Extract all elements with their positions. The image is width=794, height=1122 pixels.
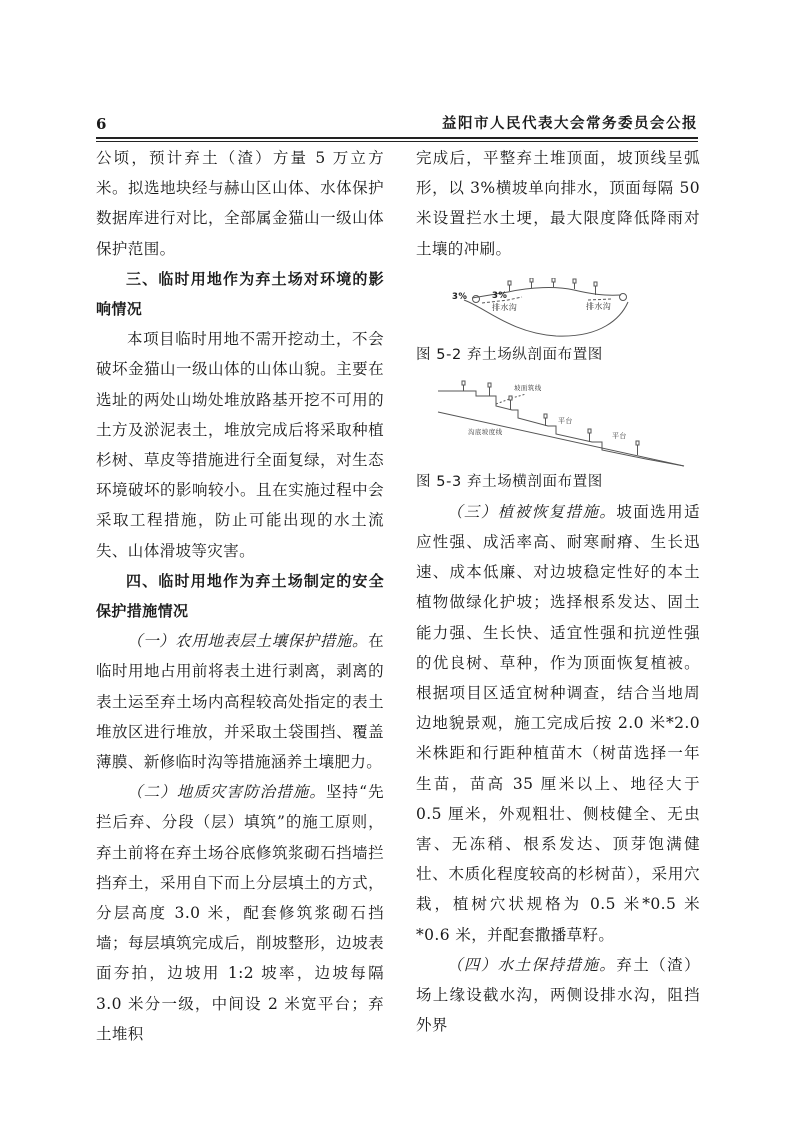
slope-line-label: 坡面筑线 [514,383,542,392]
drain-ditch-label-right: 排水沟 [586,301,612,311]
figure-cross-section [416,372,700,467]
section-heading-4: 四、临时用地作为弃土场制定的安全保护措施情况 [96,571,384,621]
right-column [416,143,700,1040]
journal-title: 益阳市人民代表大会常务委员会公报 [442,115,698,132]
paragraph-continuation-right: 完成后，平整弃土堆顶面，坡顶线呈弧形，以 3%横坡单向排水，顶面每隔 50 米设置拦水土埂，最大限度降低降雨对土壤的冲刷。 [416,149,700,258]
figure-caption-5-3: 图 5-3 弃土场横剖面布置图 [416,473,603,490]
figure-longitudinal-section [416,278,700,340]
platform-label-upper: 平台 [558,416,573,425]
cross-section-diagram [416,372,700,467]
ditch-bottom-slope-label: 沟底坡度线 [468,427,503,436]
longitudinal-section-diagram [416,278,700,340]
header-rule-thick [96,137,698,139]
measure-2-title: （二）地质灾害防治措施。 [127,783,326,802]
paragraph-environment-impact: 本项目临时用地不需开挖动土，不会破坏金猫山一级山体的山体山貌。主要在选址的两处山坳处堆放路基开挖不可用的土方及淤泥表土，堆放完成后将采取种植杉树、草皮等措施进行全面复绿，对生态环境破坏的影响较小。且在实施过程中会采取工程措施，防止可能出现的水土流失、山体滑坡等灾害。 [96,330,384,560]
measure-2-text: 坚持“先拦后弃、分段（层）填筑”的施工原则，弃土前将在弃土场谷底修筑浆砌石挡墙拦挡弃土，采用自下而上分层填土的方式，分层高度 3.0 米，配套修筑浆砌石挡墙；每层填筑完成后，削坡整形，边坡表面夯拍，边坡用 1:2 坡率，边坡每隔 3.0 米分一级，中间设 2 米宽平台；弃土堆积 [96,783,384,1043]
measure-4-text: 弃土（渣）场上缘设截水沟，两侧设排水沟，阻挡外界 [416,955,700,1035]
measure-1-title: （一）农用地表层土壤保护措施。 [127,632,369,651]
measure-1-text: 在临时用地占用前将表土进行剥离，剥离的表土运至弃土场内高程较高处指定的表土堆放区进行堆放，并采取土袋围挡、覆盖薄膜、新修临时沟等措施涵养土壤肥力。 [96,632,384,772]
section-heading-3: 三、临时用地作为弃土场对环境的影响情况 [96,269,384,319]
measure-4-title: （四）水土保持措施。 [447,955,617,974]
drain-ditch-label-left: 排水沟 [492,302,518,312]
page-header [96,113,698,135]
page-number: 6 [96,115,107,133]
slope-percent-label-center: 3% [492,290,508,301]
measure-2 [96,777,384,1049]
measure-3-text: 坡面选用适应性强、成活率高、耐寒耐瘠、生长迅速、成本低廉、对边坡稳定性好的本土植物做绿化护坡；选择根系发达、固土能力强、生长快、适宜性强和抗逆性强的优良树、草种，作为顶面恢复植被。根据项目区适宜树种调查，结合当地周边地貌景观，施工完成后按 2.0 米*2.0 米株距和行距种植苗木（树苗选择一年生苗，苗高 35 厘米以上、地径大于 0.5 厘米，外观粗壮、侧枝健全、无虫害、无冻稍、根系发达、顶芽饱满健壮、木质化程度较高的杉树苗），采用穴栽，植树穴状规格为 0.5 米*0.5 米*0.6 米，并配套撒播草籽。 [416,502,700,944]
left-column [96,143,384,1049]
platform-label-lower: 平台 [612,431,627,440]
slope-percent-label-left: 3% [452,291,468,302]
figure-caption-5-2: 图 5-2 弃土场纵剖面布置图 [416,346,603,363]
paragraph-continuation: 公顷，预计弃土（渣）方量 5 万立方米。拟选地块经与赫山区山体、水体保护数据库进行对比，全部属金猫山一级山体保护范围。 [96,149,384,258]
measure-3 [416,497,700,950]
header-rule-thin [96,141,698,142]
measure-4 [416,950,700,1041]
measure-3-title: （三）植被恢复措施。 [447,502,617,521]
measure-1 [96,626,384,777]
